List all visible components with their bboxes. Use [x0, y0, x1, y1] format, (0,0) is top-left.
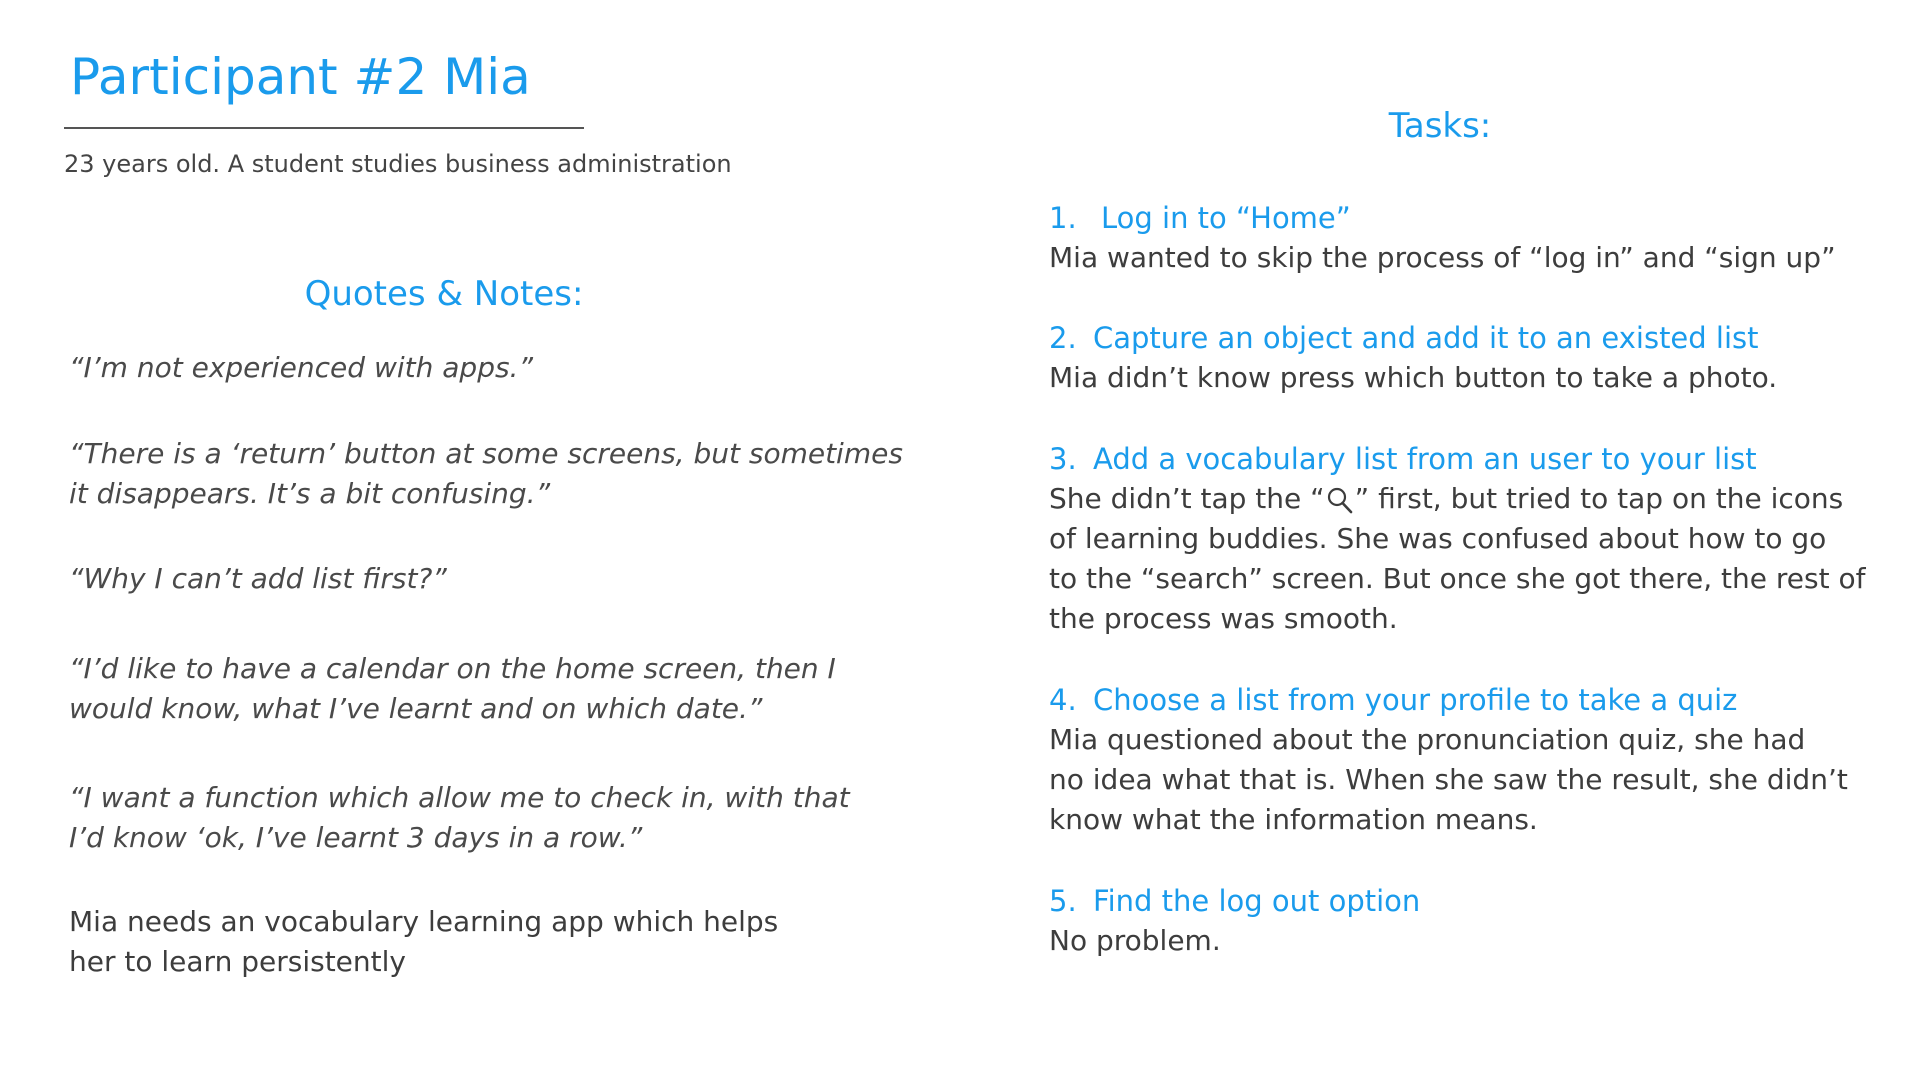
task-number: 5. [1049, 884, 1077, 918]
observation-line: Mia questioned about the pronunciation quiz, she had [1049, 723, 1806, 756]
task-observation [1049, 358, 1869, 398]
observation-line: No problem. [1049, 924, 1221, 957]
search-icon [1325, 486, 1355, 514]
observation-line [1049, 479, 1869, 519]
task-title-text: Find the log out option [1093, 884, 1421, 918]
quote-line: “I’d like to have a calendar on the home screen, then I [69, 652, 836, 685]
task-title-text: Log in to “Home” [1101, 201, 1351, 235]
summary-line: Mia needs an vocabulary learning app which helps [69, 905, 779, 938]
page-title: Participant #2 Mia [70, 48, 531, 106]
quote-line: it disappears. It’s a bit confusing.” [69, 477, 551, 510]
task-title [1049, 198, 1869, 238]
observation-line: know what the information means. [1049, 803, 1538, 836]
task-4 [1049, 680, 1869, 840]
task-observation [1049, 479, 1869, 639]
quote-4 [69, 649, 929, 729]
task-2 [1049, 318, 1869, 398]
observation-line: Mia didn’t know press which button to take a photo. [1049, 361, 1778, 394]
needs-summary [69, 902, 829, 982]
quote-line: I’d know ‘ok, I’ve learnt 3 days in a row.” [69, 821, 643, 854]
tasks-heading: Tasks: [1388, 106, 1492, 146]
observation-text: She didn’t tap the “ [1049, 482, 1325, 515]
quotes-heading: Quotes & Notes: [304, 274, 584, 314]
task-observation [1049, 720, 1869, 840]
task-title-text: Add a vocabulary list from an user to your list [1093, 442, 1757, 476]
task-1 [1049, 198, 1869, 278]
task-title-text: Capture an object and add it to an existed list [1093, 321, 1759, 355]
task-number: 4. [1049, 683, 1077, 717]
observation-line: Mia wanted to skip the process of “log in” and “sign up” [1049, 241, 1836, 274]
task-observation [1049, 921, 1869, 961]
quote-line: would know, what I’ve learnt and on which date.” [69, 692, 763, 725]
task-observation [1049, 238, 1869, 278]
title-divider [64, 127, 584, 129]
quote-line: “There is a ‘return’ button at some screens, but sometimes [69, 437, 903, 470]
summary-line: her to learn persistently [69, 945, 406, 978]
task-title [1049, 439, 1869, 479]
task-number: 3. [1049, 442, 1077, 476]
quote-5 [69, 778, 929, 858]
task-5 [1049, 881, 1869, 961]
observation-line: to the “search” screen. But once she got there, the rest of [1049, 562, 1866, 595]
participant-description: 23 years old. A student studies business administration [64, 150, 732, 178]
quote-line: “I want a function which allow me to check in, with that [69, 781, 850, 814]
task-title [1049, 680, 1869, 720]
task-number: 2. [1049, 321, 1077, 355]
observation-text: ” first, but tried to tap on the icons [1354, 482, 1844, 515]
task-title [1049, 881, 1869, 921]
observation-line: no idea what that is. When she saw the result, she didn’t [1049, 763, 1848, 796]
observation-line: the process was smooth. [1049, 602, 1398, 635]
task-number: 1. [1049, 201, 1077, 235]
task-3 [1049, 439, 1869, 639]
quote-line: “I’m not experienced with apps.” [69, 351, 533, 384]
task-title [1049, 318, 1869, 358]
quote-2 [69, 434, 929, 514]
quote-3 [69, 559, 929, 599]
task-title-text: Choose a list from your profile to take a quiz [1093, 683, 1738, 717]
quote-line: “Why I can’t add list first?” [69, 562, 447, 595]
observation-line: of learning buddies. She was confused about how to go [1049, 522, 1827, 555]
quote-1 [69, 348, 929, 388]
